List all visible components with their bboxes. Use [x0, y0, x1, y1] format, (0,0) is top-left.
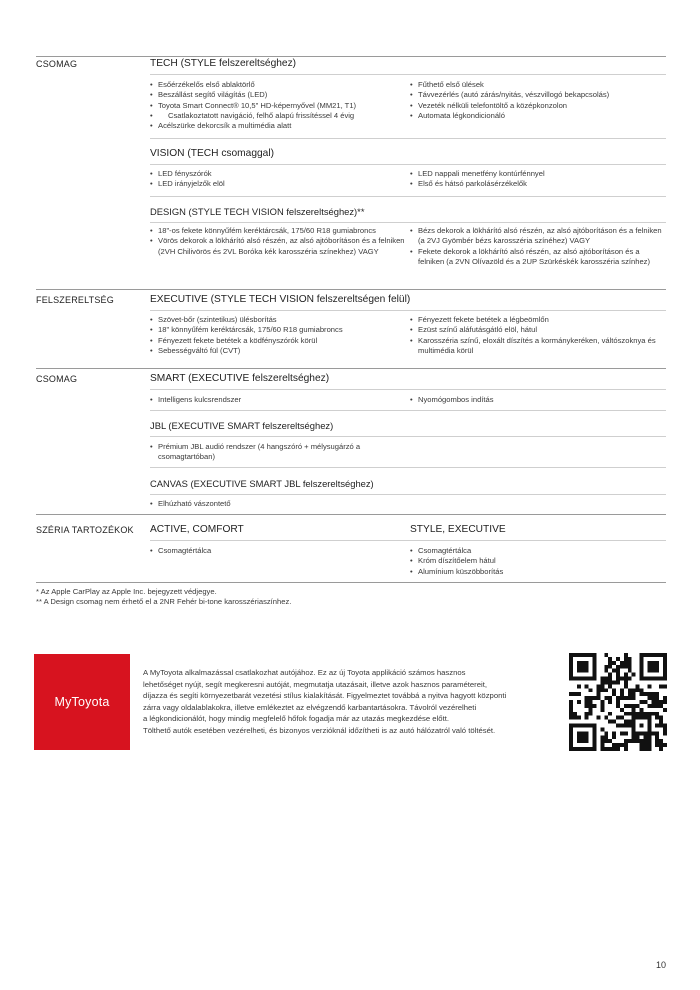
list-item: • Fényezett fekete betétek a ködfényszórók körül	[150, 336, 405, 346]
list-item: • Távvezérlés (autó zárás/nyitás, vészvillogó bekapcsolás)	[410, 90, 665, 100]
vision-left-list	[150, 169, 405, 190]
page-number: 10	[656, 960, 667, 970]
list-item: • Acélszürke dekorcsík a multimédia alatt	[150, 121, 405, 131]
accessories-left-list	[150, 546, 405, 556]
list-item: • 18"-os fekete könnyűfém keréktárcsák, 175/60 R18 gumiabroncs	[150, 226, 405, 236]
list-item: • Alumínium küszöbborítás	[410, 567, 665, 577]
canvas-left-list	[150, 499, 405, 509]
executive-title: EXECUTIVE (STYLE TECH VISION felszereltségen felül)	[150, 294, 411, 305]
list-item: • Vezeték nélküli telefontöltő a középkonzolon	[410, 101, 665, 111]
accessories-right-title: STYLE, EXECUTIVE	[410, 524, 506, 535]
divider	[150, 436, 666, 437]
executive-right-list	[410, 315, 665, 356]
text-line: Tölthető autók esetében vezérelheti, és bizonyos verzióknál időzítheti is az autó hálózatról való töltését.	[143, 725, 496, 735]
canvas-title: CANVAS (EXECUTIVE SMART JBL felszereltséghez)	[150, 478, 374, 489]
tech-title: TECH (STYLE felszereltséghez)	[150, 58, 297, 69]
list-item: • Fekete dekorok a lökhárító alsó részén, az alsó ajtóborításon és a felniken (a 2VN Olívazöld és a 2UP Szürkéskék karosszéria színhez)	[410, 247, 665, 268]
text-line: zárra vagy oldalablakokra, illetve emlékeztet az elvégzendő karbantartásokra. Távolról vezérelheti	[143, 702, 477, 712]
divider	[150, 467, 666, 468]
divider	[150, 74, 666, 75]
list-item: • Első és hátsó parkolásérzékelők	[410, 179, 665, 189]
list-item: • Bézs dekorok a lökhárító alsó részén, az alsó ajtóborításon és a felniken (a 2VJ Gyömbér bézs karosszéria színéhez) VAGY	[410, 226, 665, 247]
design-left-list	[150, 226, 405, 257]
executive-left-list	[150, 315, 405, 356]
divider	[150, 164, 666, 165]
list-item: • Toyota Smart Connect® 10,5" HD-képernyővel (MM21, T1)	[150, 101, 405, 111]
list-item: • Prémium JBL audió rendszer (4 hangszóró + mélysugárzó a csomagtartóban)	[150, 442, 400, 463]
text-line: a légkondicionálót, hogy mindig megfelelő hőfok fogadja már az utazás megkezdése előtt.	[143, 714, 449, 724]
tech-right-list	[410, 80, 665, 121]
qr-code-icon[interactable]	[569, 653, 667, 751]
smart-right-list	[410, 395, 665, 405]
list-item: • Esőérzékelős első ablaktörlő	[150, 80, 405, 90]
accessories-left-title: ACTIVE, COMFORT	[150, 524, 244, 535]
section-rule	[36, 368, 666, 369]
list-item: • 18" könnyűfém keréktárcsák, 175/60 R18 gumiabroncs	[150, 325, 405, 335]
section-label-felszereltseg: FELSZERELTSÉG	[36, 295, 114, 305]
mytoyota-logo-box	[34, 654, 130, 750]
list-item: • Csomagtértálca	[410, 546, 665, 556]
list-item: • Karosszéria színű, eloxált díszítés a kormánykeréken, váltószoknya és multimédia körül	[410, 336, 665, 357]
vision-right-list	[410, 169, 665, 190]
text-line: díjazza és segíti környezetbarát vezetési stílus kialakítását. Figyelmeztet továbbá a nyitva hagyott központi	[143, 691, 507, 701]
list-item: • Fényezett fekete betétek a légbeömlőn	[410, 315, 665, 325]
list-item: • LED nappali menetfény kontúrfénnyel	[410, 169, 665, 179]
list-item: • LED irányjelzők elöl	[150, 179, 405, 189]
section-label-szeria: SZÉRIA TARTOZÉKOK	[36, 525, 134, 535]
design-title: DESIGN (STYLE TECH VISION felszereltséghez)**	[150, 206, 365, 217]
smart-left-list	[150, 395, 405, 405]
divider	[150, 310, 666, 311]
divider	[150, 410, 666, 411]
list-item: • LED fényszórók	[150, 169, 405, 179]
section-label-csomag-2: CSOMAG	[36, 374, 78, 384]
divider	[150, 494, 666, 495]
divider	[150, 138, 666, 139]
text-line: lehetőséget nyújt, segít megkeresni autóját, megmutatja utazásait, illetve azok hasznos paramétereit,	[143, 679, 487, 689]
footnote: ** A Design csomag nem érhető el a 2NR Fehér bi-tone karosszériaszínhez.	[36, 597, 292, 606]
section-rule	[36, 582, 666, 583]
list-item: • Beszállást segítő világítás (LED)	[150, 90, 405, 100]
list-item: • Szövet-bőr (szintetikus) ülésborítás	[150, 315, 405, 325]
smart-title: SMART (EXECUTIVE felszereltséghez)	[150, 373, 330, 384]
divider	[150, 196, 666, 197]
divider	[150, 222, 666, 223]
list-item-continuation: • Csatlakoztatott navigáció, felhő alapú frissítéssel 4 évig	[150, 111, 405, 121]
divider	[150, 389, 666, 390]
list-item: • Intelligens kulcsrendszer	[150, 395, 405, 405]
jbl-title: JBL (EXECUTIVE SMART felszereltséghez)	[150, 420, 334, 431]
jbl-left-list	[150, 442, 400, 463]
list-item: • Sebességváltó fül (CVT)	[150, 346, 405, 356]
vision-title: VISION (TECH csomaggal)	[150, 148, 274, 159]
list-item: • Elhúzható vászontető	[150, 499, 405, 509]
list-item: • Nyomógombos indítás	[410, 395, 665, 405]
mytoyota-description	[143, 667, 543, 737]
divider	[150, 540, 666, 541]
section-rule	[36, 514, 666, 515]
accessories-right-list	[410, 546, 665, 577]
list-item: • Ezüst színű aláfutásgátló elöl, hátul	[410, 325, 665, 335]
mytoyota-logo-text: MyToyota	[54, 695, 110, 709]
section-rule	[36, 56, 666, 57]
list-item: • Csomagtértálca	[150, 546, 405, 556]
design-right-list	[410, 226, 665, 267]
section-rule	[36, 289, 666, 290]
list-item: • Automata légkondicionáló	[410, 111, 665, 121]
footnote: * Az Apple CarPlay az Apple Inc. bejegyzett védjegye.	[36, 587, 217, 596]
list-item: • Fűthető első ülések	[410, 80, 665, 90]
list-item: • Króm díszítőelem hátul	[410, 556, 665, 566]
section-label-csomag: CSOMAG	[36, 59, 78, 69]
tech-left-list	[150, 80, 405, 131]
text-line: A MyToyota alkalmazással csatlakozhat autójához. Ez az új Toyota applikáció számos hasznos	[143, 668, 466, 677]
list-item: • Vörös dekorok a lökhárító alsó részén, az alsó ajtóborításon és a felniken (2VH Chilivörös és 2VL Boróka kék karosszéria színekhez) VAGY	[150, 236, 405, 257]
